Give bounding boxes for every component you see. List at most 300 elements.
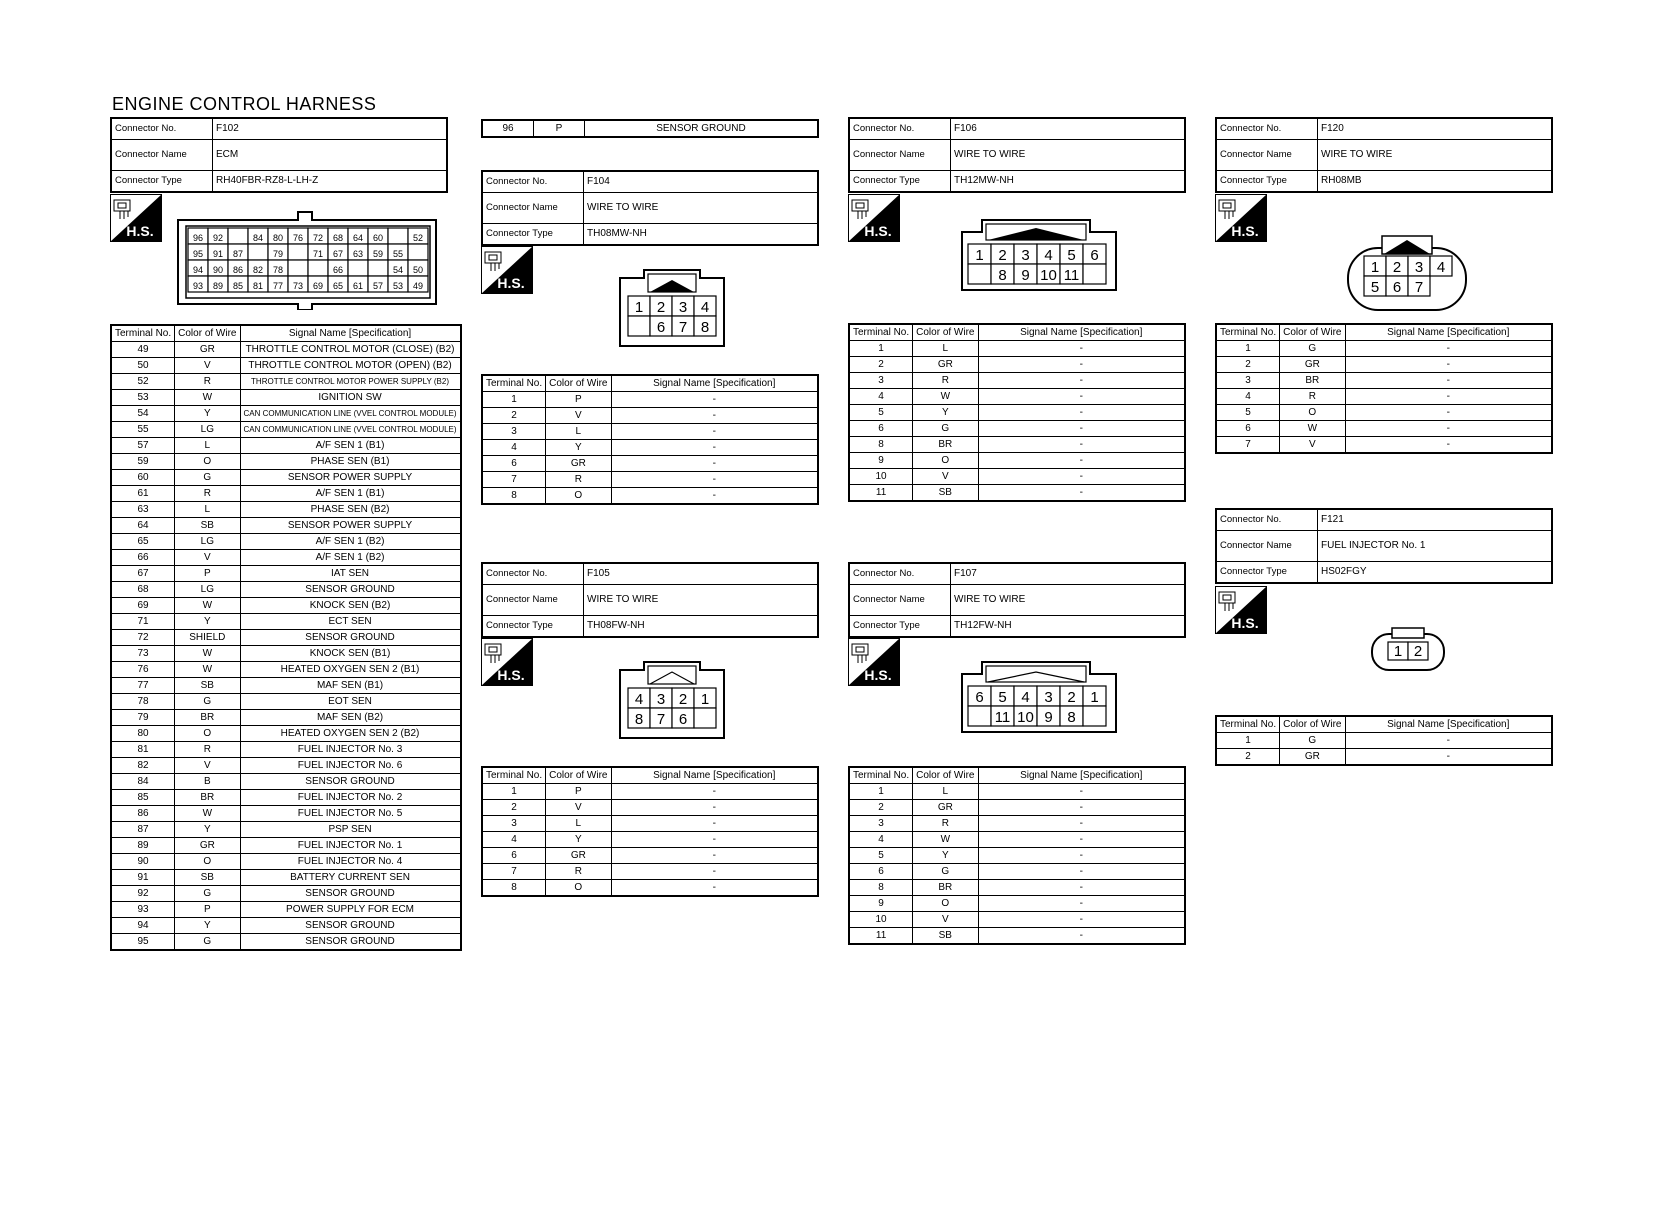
- table-row: [1216, 405, 1552, 421]
- terminal-cell: 90: [111, 854, 175, 870]
- terminal-cell: 1: [482, 784, 546, 800]
- connector-hand-icon: [485, 252, 501, 271]
- signal-header: Signal Name [Specification]: [611, 375, 818, 392]
- signal-cell: CAN COMMUNICATION LINE (VVEL CONTROL MODULE): [240, 422, 461, 438]
- color-cell: SB: [913, 485, 978, 502]
- connector-face-f104: [618, 268, 728, 348]
- pin-cavity: [248, 244, 268, 260]
- color-cell: R: [913, 373, 978, 389]
- color-cell: O: [175, 854, 240, 870]
- table-row: [1216, 437, 1552, 454]
- connector-name-value: WIRE TO WIRE: [584, 585, 819, 616]
- pin-number: 78: [272, 265, 284, 275]
- connector-type-label: Connector Type: [1216, 171, 1318, 193]
- pin-cavity: [368, 260, 388, 276]
- table-row: [849, 816, 1185, 832]
- signal-cell: -: [611, 488, 818, 505]
- pin-number: 85: [232, 281, 244, 291]
- connector-hand-icon: [485, 644, 501, 663]
- hs-badge-f106: [848, 194, 900, 242]
- signal-cell: BATTERY CURRENT SEN: [240, 870, 461, 886]
- pin-number: 80: [272, 233, 284, 243]
- pin-number: 1: [1090, 689, 1099, 706]
- terminal-cell: 68: [111, 582, 175, 598]
- terminal-cell: 93: [111, 902, 175, 918]
- signal-cell: -: [1345, 341, 1552, 357]
- terminal-cell: 86: [111, 806, 175, 822]
- color-cell: R: [546, 472, 611, 488]
- pin-number: 3: [1044, 689, 1053, 706]
- pin-number: 2: [678, 691, 688, 708]
- color-cell: GR: [1280, 749, 1345, 766]
- pin-table-f104: [481, 374, 819, 505]
- terminal-cell: 76: [111, 662, 175, 678]
- terminal-cell: 69: [111, 598, 175, 614]
- signal-cell: -: [978, 405, 1185, 421]
- table-row: [482, 488, 818, 505]
- signal-cell: SENSOR GROUND: [240, 582, 461, 598]
- color-cell: BR: [175, 790, 240, 806]
- table-row: [482, 472, 818, 488]
- pin-number: 49: [412, 281, 424, 291]
- color-cell: SB: [175, 870, 240, 886]
- color-cell: Y: [175, 614, 240, 630]
- signal-cell: -: [978, 453, 1185, 469]
- color-header: Color of Wire: [175, 325, 240, 342]
- table-row: [111, 486, 461, 502]
- color-cell: SHIELD: [175, 630, 240, 646]
- connector-hand-icon: [114, 200, 130, 219]
- terminal-cell: 5: [1216, 405, 1280, 421]
- color-cell: R: [175, 742, 240, 758]
- color-cell: W: [175, 662, 240, 678]
- table-row: [849, 437, 1185, 453]
- connector-info-f106: [848, 117, 1186, 193]
- table-row: [482, 864, 818, 880]
- table-row: [482, 424, 818, 440]
- pin-number: 61: [352, 281, 364, 291]
- table-row: [111, 390, 461, 406]
- terminal-cell: 57: [111, 438, 175, 454]
- pin-number: 65: [332, 281, 344, 291]
- signal-cell: -: [978, 389, 1185, 405]
- color-cell: O: [175, 454, 240, 470]
- color-cell: G: [913, 864, 978, 880]
- color-cell: V: [175, 758, 240, 774]
- terminal-cell: 7: [1216, 437, 1280, 454]
- table-row: [849, 453, 1185, 469]
- signal-cell: HEATED OXYGEN SEN 2 (B2): [240, 726, 461, 742]
- terminal-cell: 95: [111, 934, 175, 951]
- pin-number: 3: [678, 299, 688, 316]
- pin-number: 4: [700, 299, 710, 316]
- hs-badge-f105: [481, 638, 533, 686]
- table-row: [482, 408, 818, 424]
- signal-cell: PHASE SEN (B1): [240, 454, 461, 470]
- terminal-cell: 55: [111, 422, 175, 438]
- terminal-cell: 3: [482, 424, 546, 440]
- signal-cell: PHASE SEN (B2): [240, 502, 461, 518]
- table-row: [111, 886, 461, 902]
- terminal-cell: 60: [111, 470, 175, 486]
- terminal-cell: 54: [111, 406, 175, 422]
- color-cell: R: [175, 374, 240, 390]
- connector-name-value: WIRE TO WIRE: [951, 585, 1186, 616]
- signal-cell: KNOCK SEN (B2): [240, 598, 461, 614]
- pin-number: 81: [252, 281, 264, 291]
- terminal-no-header: Terminal No.: [849, 767, 913, 784]
- color-cell: V: [1280, 437, 1345, 454]
- pin-number: 71: [312, 249, 324, 259]
- terminal-cell: 2: [849, 800, 913, 816]
- connector-type-value: RH08MB: [1318, 171, 1553, 193]
- table-row: [111, 662, 461, 678]
- pin-cavity: [968, 264, 991, 284]
- pin-table-f121: [1215, 715, 1553, 766]
- table-row: [482, 392, 818, 408]
- table-row: [111, 374, 461, 390]
- signal-cell: IGNITION SW: [240, 390, 461, 406]
- terminal-cell: 49: [111, 342, 175, 358]
- signal-cell: FUEL INJECTOR No. 4: [240, 854, 461, 870]
- pin-number: 9: [1021, 267, 1030, 284]
- color-cell: W: [913, 389, 978, 405]
- pin-number: 2: [998, 247, 1007, 264]
- pin-number: 6: [678, 711, 688, 728]
- connector-info-f102: [110, 117, 448, 193]
- color-cell: V: [546, 408, 611, 424]
- signal-cell: -: [611, 440, 818, 456]
- connector-type-label: Connector Type: [1216, 562, 1318, 584]
- table-row: [482, 800, 818, 816]
- color-cell: LG: [175, 422, 240, 438]
- pin-number: 87: [232, 249, 244, 259]
- connector-no-label: Connector No.: [482, 563, 584, 585]
- terminal-cell: 53: [111, 390, 175, 406]
- terminal-cell: 72: [111, 630, 175, 646]
- signal-cell: -: [1345, 373, 1552, 389]
- table-row: [1216, 749, 1552, 766]
- pin-number: 1: [1370, 259, 1380, 276]
- hs-label: H.S.: [1231, 615, 1259, 631]
- color-header: Color of Wire: [1280, 716, 1345, 733]
- color-cell: L: [913, 341, 978, 357]
- connector-hand-icon: [1219, 200, 1235, 219]
- connector-face-f120: [1346, 232, 1468, 314]
- table-row: [849, 848, 1185, 864]
- pin-number: 95: [192, 249, 204, 259]
- connector-name-value: FUEL INJECTOR No. 1: [1318, 531, 1553, 562]
- table-row: [849, 896, 1185, 912]
- signal-cell: -: [1345, 357, 1552, 373]
- hs-label: H.S.: [864, 223, 892, 239]
- signal-cell: -: [611, 784, 818, 800]
- pin-number: 59: [372, 249, 384, 259]
- signal-cell: -: [611, 800, 818, 816]
- terminal-cell: 2: [482, 408, 546, 424]
- color-cell: W: [175, 390, 240, 406]
- pin-cavity: [1083, 264, 1106, 284]
- terminal-cell: 5: [849, 848, 913, 864]
- pin-number: 2: [1413, 643, 1423, 660]
- signal-cell: -: [978, 816, 1185, 832]
- terminal-cell: 8: [482, 488, 546, 505]
- signal-cell: EOT SEN: [240, 694, 461, 710]
- signal-cell: CAN COMMUNICATION LINE (VVEL CONTROL MODULE): [240, 406, 461, 422]
- color-cell: BR: [913, 437, 978, 453]
- table-row: [849, 405, 1185, 421]
- pin-number: 91: [212, 249, 224, 259]
- color-cell: SB: [913, 928, 978, 945]
- pin-number: 55: [392, 249, 404, 259]
- terminal-cell: 77: [111, 678, 175, 694]
- pin-number: 9: [1044, 709, 1053, 726]
- terminal-cell: 6: [849, 421, 913, 437]
- signal-cell: -: [978, 373, 1185, 389]
- color-cell: O: [913, 453, 978, 469]
- color-cell: Y: [913, 848, 978, 864]
- color-cell: B: [175, 774, 240, 790]
- pin-cavity: [348, 260, 368, 276]
- pin-number: 3: [656, 691, 666, 708]
- table-row: [111, 550, 461, 566]
- connector-info-f107: [848, 562, 1186, 638]
- terminal-cell: 11: [849, 485, 913, 502]
- table-row: [111, 358, 461, 374]
- pin-cavity: [388, 228, 408, 244]
- table-row: [111, 758, 461, 774]
- table-row: [111, 806, 461, 822]
- connector-no-value: F121: [1318, 509, 1553, 531]
- table-row: [849, 864, 1185, 880]
- pin-number: 72: [312, 233, 324, 243]
- color-cell: G: [175, 694, 240, 710]
- pin-table-f102: [110, 324, 462, 951]
- pin-cavity: [628, 316, 650, 336]
- table-row: [111, 534, 461, 550]
- connector-name-value: ECM: [213, 140, 448, 171]
- terminal-cell: 66: [111, 550, 175, 566]
- color-header: Color of Wire: [546, 375, 611, 392]
- color-cell: W: [175, 646, 240, 662]
- pin-number: 68: [332, 233, 344, 243]
- terminal-cell: 9: [849, 896, 913, 912]
- signal-cell: -: [1345, 421, 1552, 437]
- pin-cavity: [408, 244, 428, 260]
- hs-label: H.S.: [1231, 223, 1259, 239]
- signal-cell: -: [978, 437, 1185, 453]
- hs-badge-f107: [848, 638, 900, 686]
- signal-cell: THROTTLE CONTROL MOTOR (CLOSE) (B2): [240, 342, 461, 358]
- table-row: [111, 502, 461, 518]
- pin-number: 63: [352, 249, 364, 259]
- signal-cell: -: [611, 408, 818, 424]
- pin-table-f107: [848, 766, 1186, 945]
- signal-header: Signal Name [Specification]: [1345, 324, 1552, 341]
- terminal-cell: 87: [111, 822, 175, 838]
- terminal-cell: 4: [1216, 389, 1280, 405]
- terminal-cell: 1: [849, 784, 913, 800]
- pin-number: 5: [998, 689, 1007, 706]
- signal-cell: MAF SEN (B1): [240, 678, 461, 694]
- color-cell: GR: [1280, 357, 1345, 373]
- color-cell: GR: [175, 342, 240, 358]
- pin-number: 79: [272, 249, 284, 259]
- table-row: [1216, 389, 1552, 405]
- signal-cell: FUEL INJECTOR No. 3: [240, 742, 461, 758]
- color-cell: GR: [913, 357, 978, 373]
- pin-table-f105: [481, 766, 819, 897]
- signal-cell: -: [611, 456, 818, 472]
- connector-info-f104: [481, 170, 819, 246]
- hs-badge-f102: [110, 194, 162, 242]
- pin-number: 2: [1067, 689, 1076, 706]
- terminal-cell: 2: [1216, 357, 1280, 373]
- signal-cell: -: [978, 800, 1185, 816]
- cont-color: P: [534, 120, 585, 137]
- pin-number: 6: [656, 319, 666, 336]
- terminal-cell: 79: [111, 710, 175, 726]
- signal-cell: -: [978, 357, 1185, 373]
- color-cell: GR: [546, 848, 611, 864]
- pin-cavity: [228, 228, 248, 244]
- connector-no-value: F104: [584, 171, 819, 193]
- pin-number: 86: [232, 265, 244, 275]
- signal-cell: HEATED OXYGEN SEN 2 (B1): [240, 662, 461, 678]
- terminal-cell: 8: [849, 880, 913, 896]
- hs-badge-f121: [1215, 586, 1267, 634]
- terminal-cell: 82: [111, 758, 175, 774]
- color-cell: L: [546, 816, 611, 832]
- signal-cell: SENSOR GROUND: [240, 886, 461, 902]
- hs-badge-f120: [1215, 194, 1267, 242]
- table-row: [111, 726, 461, 742]
- terminal-cell: 7: [482, 864, 546, 880]
- connector-face-f106: [960, 218, 1120, 294]
- signal-cell: THROTTLE CONTROL MOTOR (OPEN) (B2): [240, 358, 461, 374]
- color-cell: Y: [546, 440, 611, 456]
- pin-number: 64: [352, 233, 364, 243]
- pin-number: 8: [1067, 709, 1076, 726]
- color-cell: V: [546, 800, 611, 816]
- pin-number: 11: [1063, 267, 1080, 284]
- signal-cell: FUEL INJECTOR No. 1: [240, 838, 461, 854]
- pin-number: 4: [1436, 259, 1446, 276]
- pin-number: 84: [252, 233, 264, 243]
- pin-number: 50: [412, 265, 424, 275]
- terminal-no-header: Terminal No.: [482, 767, 546, 784]
- color-cell: W: [913, 832, 978, 848]
- terminal-cell: 89: [111, 838, 175, 854]
- color-cell: G: [1280, 341, 1345, 357]
- table-row: [1216, 421, 1552, 437]
- terminal-cell: 1: [849, 341, 913, 357]
- pin-number: 3: [1414, 259, 1424, 276]
- table-row: [111, 918, 461, 934]
- terminal-cell: 11: [849, 928, 913, 945]
- table-row: [482, 832, 818, 848]
- color-cell: L: [175, 502, 240, 518]
- table-row: [1216, 357, 1552, 373]
- table-row: [111, 582, 461, 598]
- signal-cell: -: [611, 816, 818, 832]
- pin-number: 10: [1040, 267, 1057, 284]
- table-row: [482, 816, 818, 832]
- table-row: [849, 832, 1185, 848]
- color-cell: Y: [546, 832, 611, 848]
- color-cell: GR: [913, 800, 978, 816]
- color-cell: V: [913, 912, 978, 928]
- terminal-cell: 65: [111, 534, 175, 550]
- color-cell: P: [175, 566, 240, 582]
- pin-number: 1: [634, 299, 644, 316]
- signal-cell: MAF SEN (B2): [240, 710, 461, 726]
- connector-hand-icon: [852, 644, 868, 663]
- table-row: [111, 422, 461, 438]
- color-cell: O: [175, 726, 240, 742]
- pin-cavity: [308, 260, 328, 276]
- signal-cell: SENSOR POWER SUPPLY: [240, 470, 461, 486]
- signal-cell: -: [611, 392, 818, 408]
- pin-cavity: [694, 708, 716, 728]
- color-cell: O: [1280, 405, 1345, 421]
- color-cell: V: [175, 550, 240, 566]
- connector-no-value: F102: [213, 118, 448, 140]
- terminal-cell: 9: [849, 453, 913, 469]
- signal-cell: SENSOR GROUND: [240, 934, 461, 951]
- connector-hand-icon: [852, 200, 868, 219]
- signal-cell: -: [611, 880, 818, 897]
- table-row: [1216, 373, 1552, 389]
- color-cell: BR: [913, 880, 978, 896]
- terminal-cell: 84: [111, 774, 175, 790]
- connector-no-label: Connector No.: [1216, 118, 1318, 140]
- connector-info-f120: [1215, 117, 1553, 193]
- signal-cell: -: [611, 472, 818, 488]
- terminal-cell: 2: [1216, 749, 1280, 766]
- color-cell: W: [175, 598, 240, 614]
- pin-number: 89: [212, 281, 224, 291]
- pin-number: 5: [1067, 247, 1076, 264]
- pin-table-f120: [1215, 323, 1553, 454]
- signal-header: Signal Name [Specification]: [1345, 716, 1552, 733]
- color-cell: R: [546, 864, 611, 880]
- table-row: [1216, 733, 1552, 749]
- table-row: [111, 646, 461, 662]
- signal-cell: FUEL INJECTOR No. 5: [240, 806, 461, 822]
- pin-number: 7: [656, 711, 666, 728]
- signal-cell: KNOCK SEN (B1): [240, 646, 461, 662]
- hs-badge-f104: [481, 246, 533, 294]
- terminal-cell: 3: [482, 816, 546, 832]
- terminal-cell: 1: [482, 392, 546, 408]
- connector-no-label: Connector No.: [111, 118, 213, 140]
- color-header: Color of Wire: [1280, 324, 1345, 341]
- signal-cell: -: [978, 341, 1185, 357]
- signal-cell: -: [1345, 749, 1552, 766]
- color-cell: G: [175, 886, 240, 902]
- pin-number: 3: [1021, 247, 1030, 264]
- terminal-no-header: Terminal No.: [849, 324, 913, 341]
- table-row: [111, 838, 461, 854]
- signal-cell: -: [1345, 405, 1552, 421]
- terminal-cell: 3: [849, 373, 913, 389]
- page-title: ENGINE CONTROL HARNESS: [112, 94, 377, 114]
- color-cell: P: [175, 902, 240, 918]
- terminal-cell: 4: [849, 832, 913, 848]
- terminal-cell: 4: [482, 440, 546, 456]
- signal-cell: IAT SEN: [240, 566, 461, 582]
